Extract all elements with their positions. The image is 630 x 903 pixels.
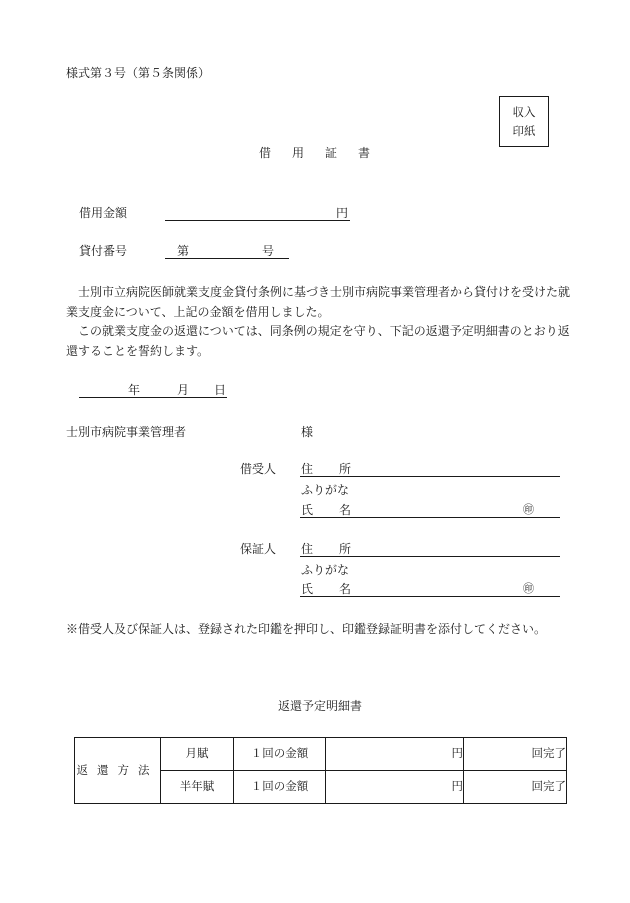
method-label: 返還方法 — [75, 738, 161, 804]
seal-note: ※借受人及び保証人は、登録された印鑑を押印し、印鑑登録証明書を添付してください。 — [66, 622, 547, 636]
date-day-label: 日 — [214, 383, 227, 397]
guarantor-label: 保証人 — [240, 542, 277, 556]
amount-field[interactable] — [165, 207, 350, 221]
stamp-label-line2: 印紙 — [512, 124, 536, 138]
addressee-name: 士別市病院事業管理者 — [66, 425, 187, 439]
date-year-label: 年 — [128, 383, 141, 397]
seal-mark-icon: ㊞ — [523, 582, 534, 595]
times-cell[interactable]: 回完了 — [464, 771, 567, 804]
addressee-honorific: 様 — [301, 425, 314, 439]
amount-label: 借用金額 — [79, 206, 128, 220]
address-char-1: 住 — [301, 462, 314, 476]
borrower-label: 借受人 — [240, 462, 277, 476]
guarantor-name-field[interactable] — [300, 583, 560, 597]
name-char-2: 名 — [339, 503, 352, 517]
revenue-stamp-box — [499, 96, 549, 147]
repayment-schedule-table — [74, 737, 567, 804]
name-char-2: 名 — [339, 582, 352, 596]
table-row — [75, 738, 567, 771]
amount-unit: 円 — [335, 206, 348, 220]
loan-number-label: 貸付番号 — [79, 244, 128, 258]
schedule-title: 返還予定明細書 — [278, 699, 363, 713]
loan-number-suffix: 号 — [262, 244, 275, 258]
loan-number-field[interactable] — [165, 245, 289, 259]
frequency-cell: 半年賦 — [161, 771, 234, 804]
borrower-furigana-field[interactable] — [300, 484, 560, 497]
furigana-label: ふりがな — [301, 563, 350, 577]
amount-cell[interactable]: 円 — [326, 771, 464, 804]
borrower-address-field[interactable] — [300, 463, 560, 477]
form-number: 様式第３号（第５条関係） — [66, 66, 211, 80]
address-char-2: 所 — [339, 462, 352, 476]
name-char-1: 氏 — [301, 582, 314, 596]
address-char-1: 住 — [301, 542, 314, 556]
guarantor-address-field[interactable] — [300, 543, 560, 557]
borrower-name-field[interactable] — [300, 504, 560, 518]
body-paragraph-1: 士別市立病院医師就業支度金貸付条例に基づき士別市病院事業管理者から貸付けを受けた就業支度金について、上記の金額を借用しました。 — [66, 285, 571, 319]
frequency-cell: 月賦 — [161, 738, 234, 771]
amount-cell[interactable]: 円 — [326, 738, 464, 771]
furigana-label: ふりがな — [301, 483, 350, 497]
date-month-label: 月 — [177, 383, 190, 397]
seal-mark-icon: ㊞ — [523, 503, 534, 516]
body-paragraph-2: この就業支度金の返還については、同条例の規定を守り、下記の返還予定明細書のとおり返還することを誓約します。 — [66, 324, 570, 358]
per-payment-cell: １回の金額 — [234, 771, 326, 804]
stamp-label-line1: 収入 — [512, 105, 536, 119]
guarantor-furigana-field[interactable] — [300, 564, 560, 577]
per-payment-cell: １回の金額 — [234, 738, 326, 771]
date-field[interactable] — [79, 384, 227, 398]
document-title: 借用証書 — [259, 146, 392, 160]
loan-number-prefix: 第 — [177, 244, 190, 258]
times-cell[interactable]: 回完了 — [464, 738, 567, 771]
name-char-1: 氏 — [301, 503, 314, 517]
address-char-2: 所 — [339, 542, 352, 556]
